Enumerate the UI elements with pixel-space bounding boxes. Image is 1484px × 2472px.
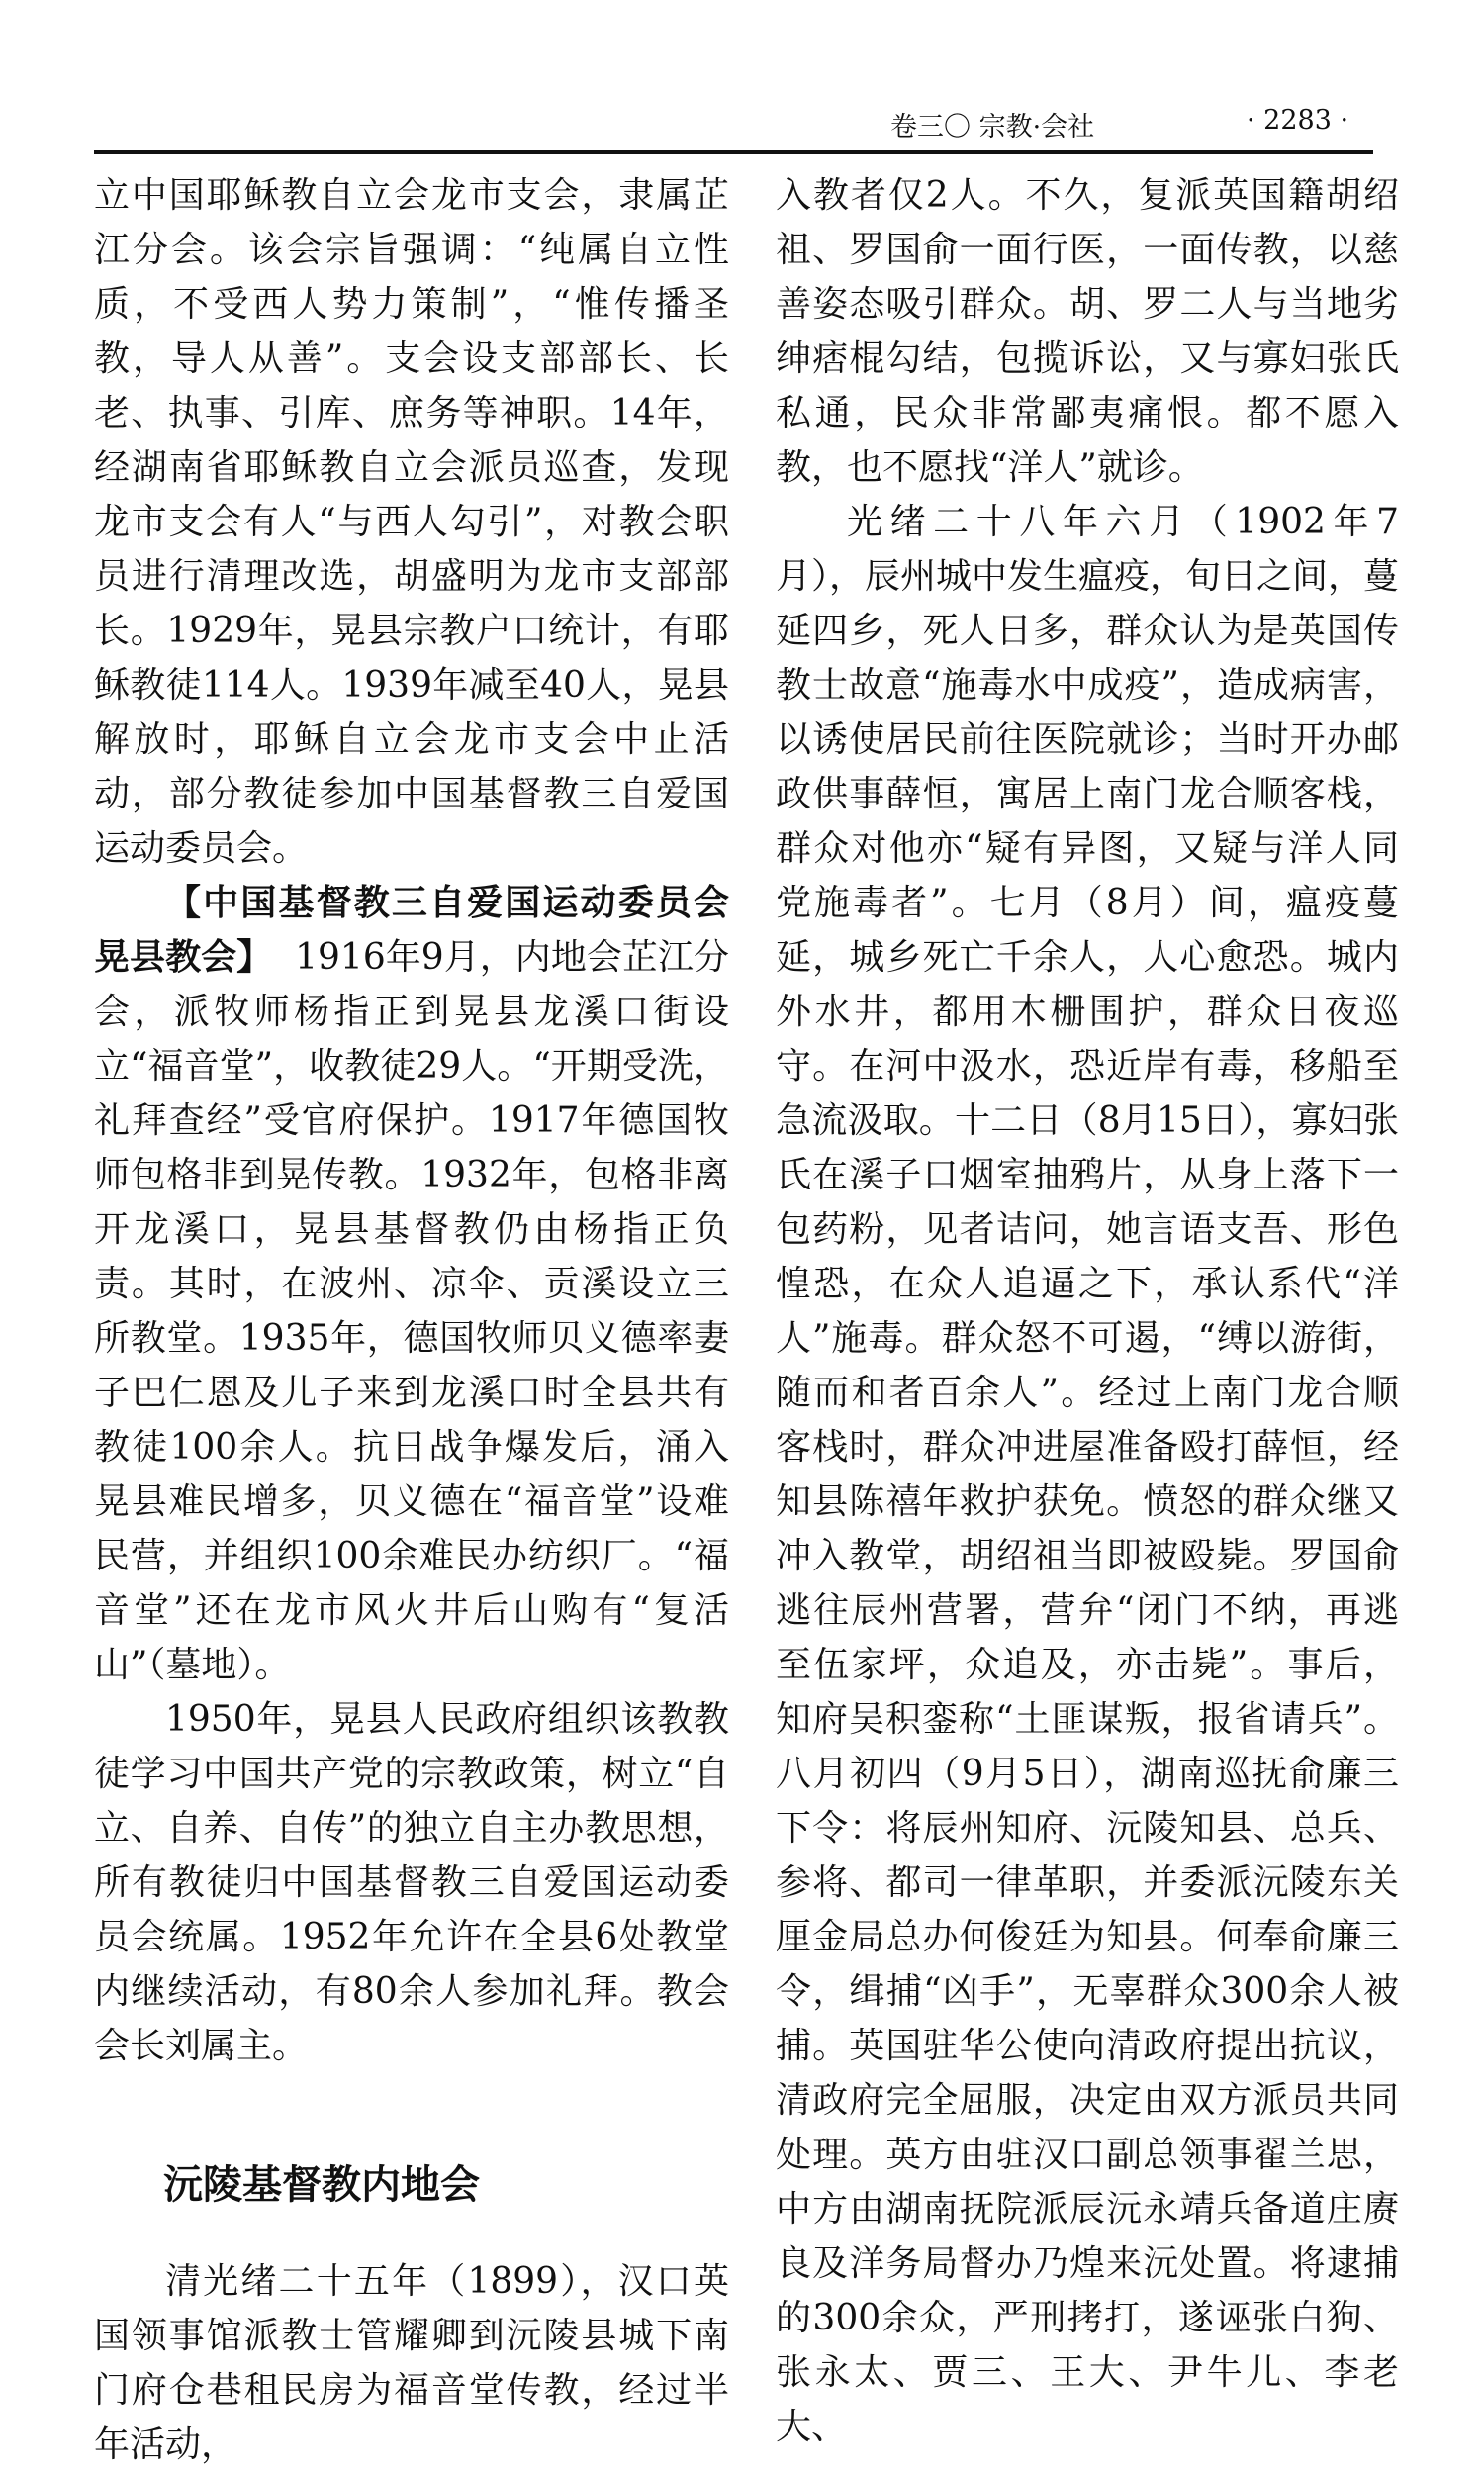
entry-paragraph — [94, 876, 729, 1692]
paragraph: 立中国耶稣教自立会龙市支会，隶属芷江分会。该会宗旨强调：“纯属自立性质，不受西人势力策制”，“惟传播圣教，导人从善”。支会设支部部长、长老、执事、引库、庶务等神职。14年，经湖南省耶稣教自立会派员巡查，发现龙市支会有人“与西人勾引”，对教会职员进行清理改选，胡盛明为龙市支部部长。1929年，晃县宗教户口统计，有耶稣教徒114人。1939年减至40人，晃县解放时，耶稣自立会龙市支会中止活动，部分教徒参加中国基督教三自爱国运动委员会。 — [94, 175, 729, 869]
section-title: 卷三〇 宗教·会社 — [890, 112, 1095, 143]
header-rule — [94, 150, 1373, 154]
paragraph: 入教者仅2人。不久，复派英国籍胡绍祖、罗国俞一面行医，一面传教，以慈善姿态吸引群众。胡、罗二人与当地劣绅痞棍勾结，包揽诉讼，又与寡妇张氏私通，民众非常鄙夷痛恨。都不愿入教，也不愿找“洋人”就诊。 — [776, 175, 1399, 488]
page-number: · 2283 · — [1247, 105, 1349, 136]
left-column — [94, 168, 729, 2472]
entry-title: 【中国基督教三自爱国运动委员会晃县教会】 — [94, 883, 729, 978]
running-header — [890, 95, 1365, 144]
entry-text: 1916年9月，内地会芷江分会，派牧师杨指正到晃县龙溪口街设立“福音堂”，收教徒29人。“开期受洗，礼拜查经”受官府保护。1917年德国牧师包格非到晃传教。1932年，包格非离开龙溪口，晃县基督教仍由杨指正负责。其时，在波州、凉伞、贡溪设立三所教堂。1935年，德国牧师贝义德率妻子巴仁恩及儿子来到龙溪口时全县共有教徒100余人。抗日战争爆发后，涌入晃县难民增多，贝义德在“福音堂”设难民营，并组织100余难民办纺织厂。“福音堂”还在龙市风火井后山购有“复活山”（墓地）。 — [94, 937, 729, 1685]
paragraph: 清光绪二十五年（1899），汉口英国领事馆派教士管耀卿到沅陵县城下南门府仓巷租民房为福音堂传教，经过半年活动， — [94, 2261, 729, 2465]
right-column — [776, 168, 1399, 2454]
paragraph: 1950年，晃县人民政府组织该教教徒学习中国共产党的宗教政策，树立“自立、自养、自传”的独立自主办教思想，所有教徒归中国基督教三自爱国运动委员会统属。1952年允许在全县6处教堂内继续活动，有80余人参加礼拜。教会会长刘属主。 — [94, 1699, 729, 2066]
section-heading: 沅陵基督教内地会 — [163, 2162, 480, 2208]
paragraph: 光绪二十八年六月（1902年7月），辰州城中发生瘟疫，旬日之间，蔓延四乡，死人日多，群众认为是英国传教士故意“施毒水中成疫”，造成病害，以诱使居民前往医院就诊；当时开办邮政供事薛恒，寓居上南门龙合顺客栈，群众对他亦“疑有异图，又疑与洋人同党施毒者”。七月（8月）间，瘟疫蔓延，城乡死亡千余人，人心愈恐。城内外水井，都用木栅围护，群众日夜巡守。在河中汲水，恐近岸有毒，移船至急流汲取。十二日（8月15日），寡妇张氏在溪子口烟室抽鸦片，从身上落下一包药粉，见者诘问，她言语支吾、形色惶恐，在众人追逼之下，承认系代“洋人”施毒。群众怒不可遏，“缚以游街，随而和者百余人”。经过上南门龙合顺客栈时，群众冲进屋准备殴打薛恒，经知县陈禧年救护获免。愤怒的群众继又冲入教堂，胡绍祖当即被殴毙。罗国俞逃往辰州营署，营弁“闭门不纳，再逃至伍家坪，众追及，亦击毙”。事后，知府吴积銮称“土匪谋叛，报省请兵”。八月初四（9月5日），湖南巡抚俞廉三下令：将辰州知府、沅陵知县、总兵、参将、都司一律革职，并委派沅陵东关厘金局总办何俊廷为知县。何奉俞廉三令，缉捕“凶手”，无辜群众300余人被捕。英国驻华公使向清政府提出抗议，清政府完全屈服，决定由双方派员共同处理。英方由驻汉口副总领事翟兰思，中方由湖南抚院派辰沅永靖兵备道庄赓良及洋务局督办乃煌来沅处置。将逮捕的300余众，严刑拷打，遂诬张白狗、张永太、贾三、王大、尹牛儿、李老大、 — [776, 502, 1400, 2447]
